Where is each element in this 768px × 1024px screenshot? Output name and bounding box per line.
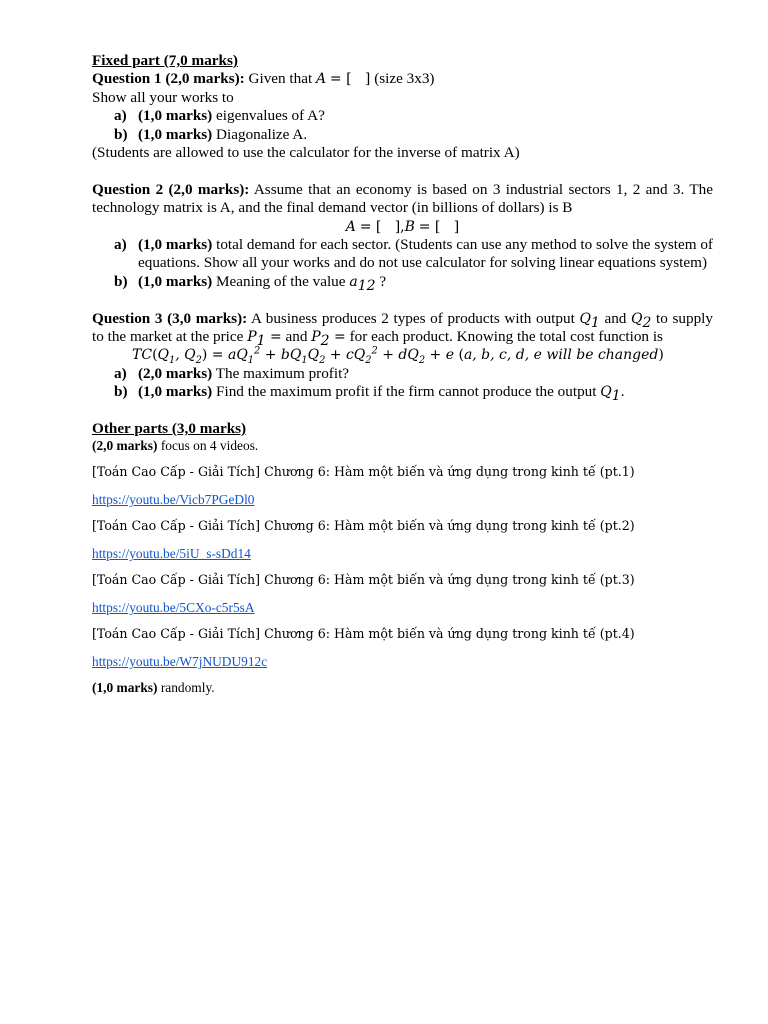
other-parts-intro: (2,0 marks) focus on 4 videos. xyxy=(92,438,259,454)
other-parts-heading: Other parts (3,0 marks) xyxy=(92,420,247,438)
question-2-label: Question 2 (2,0 marks): xyxy=(92,180,250,198)
coefficient-note: a, b, c, d, e will be changed xyxy=(463,347,659,364)
video-title: [Toán Cao Cấp - Giải Tích] Chương 6: Hàm một biến và ứng dụng trong kinh tế (pt.3) xyxy=(92,572,635,588)
random-marks-line: (1,0 marks) randomly. xyxy=(92,680,215,696)
question-3-intro: Question 3 (3,0 marks): A business produces 2 types of products with output $Q_1$ and $Q_2$ to supply to the market at the price $P_1$ = and $P_2$ = for each product. Knowing the total cost function is xyxy=(92,309,714,350)
question-1-label: Question 1 (2,0 marks): xyxy=(92,70,245,88)
question-2-intro: Question 2 (2,0 marks): Assume that an economy is based on 3 industrial sectors 1, 2 and 3. The technology matrix is A, and the final demand vector (in billions of dollars) is B xyxy=(92,180,713,217)
fixed-part-heading: Fixed part (7,0 marks) xyxy=(92,52,238,69)
question-1-part-a: a) (1,0 marks) eigenvalues of A? xyxy=(114,107,325,125)
video-title: [Toán Cao Cấp - Giải Tích] Chương 6: Hàm một biến và ứng dụng trong kinh tế (pt.1) xyxy=(92,464,635,480)
question-3-part-b: b) (1,0 marks) Find the maximum profit if the firm cannot produce the output $Q_1$. xyxy=(114,383,625,405)
question-2-part-b: b) (1,0 marks) Meaning of the value $a_{12}$ ? xyxy=(114,272,387,294)
video-title: [Toán Cao Cấp - Giải Tích] Chương 6: Hàm một biến và ứng dụng trong kinh tế (pt.4) xyxy=(92,626,635,642)
video-link[interactable]: https://youtu.be/5CXo-c5r5sA xyxy=(92,600,255,616)
question-1-intro: Question 1 (2,0 marks): Given that A = [ ] (size 3x3) xyxy=(92,70,435,88)
video-title: [Toán Cao Cấp - Giải Tích] Chương 6: Hàm một biến và ứng dụng trong kinh tế (pt.2) xyxy=(92,518,635,534)
matrix-a-formula: A xyxy=(316,71,327,88)
question-2-part-a: a) (1,0 marks) total demand for each sector. (Students can use any method to solve the system of equations. Show all your works and do not use calculator for solving linear equations system) xyxy=(114,236,713,272)
question-3-part-a: a) (2,0 marks) The maximum profit? xyxy=(114,364,350,382)
question-3-label: Question 3 (3,0 marks): xyxy=(92,309,248,327)
question-2-matrices: A = [ ],B = [ ] xyxy=(345,218,460,235)
question-1-show: Show all your works to xyxy=(92,88,234,106)
document-content xyxy=(92,52,713,696)
video-link[interactable]: https://youtu.be/Vicb7PGeDl0 xyxy=(92,492,255,508)
video-link[interactable]: https://youtu.be/W7jNUDU912c xyxy=(92,654,268,670)
question-1-note: (Students are allowed to use the calculator for the inverse of matrix A) xyxy=(92,144,520,162)
video-link[interactable]: https://youtu.be/5iU_s-sDd14 xyxy=(92,546,251,562)
question-1-part-b: b) (1,0 marks) Diagonalize A. xyxy=(114,125,308,143)
total-cost-function: $TC(Q_1$, $Q_2) = aQ_1^2 + bQ_1Q_2 + cQ_2^2 + dQ_2 + e$ (a, b, c, d, e will be changed) xyxy=(132,345,664,367)
